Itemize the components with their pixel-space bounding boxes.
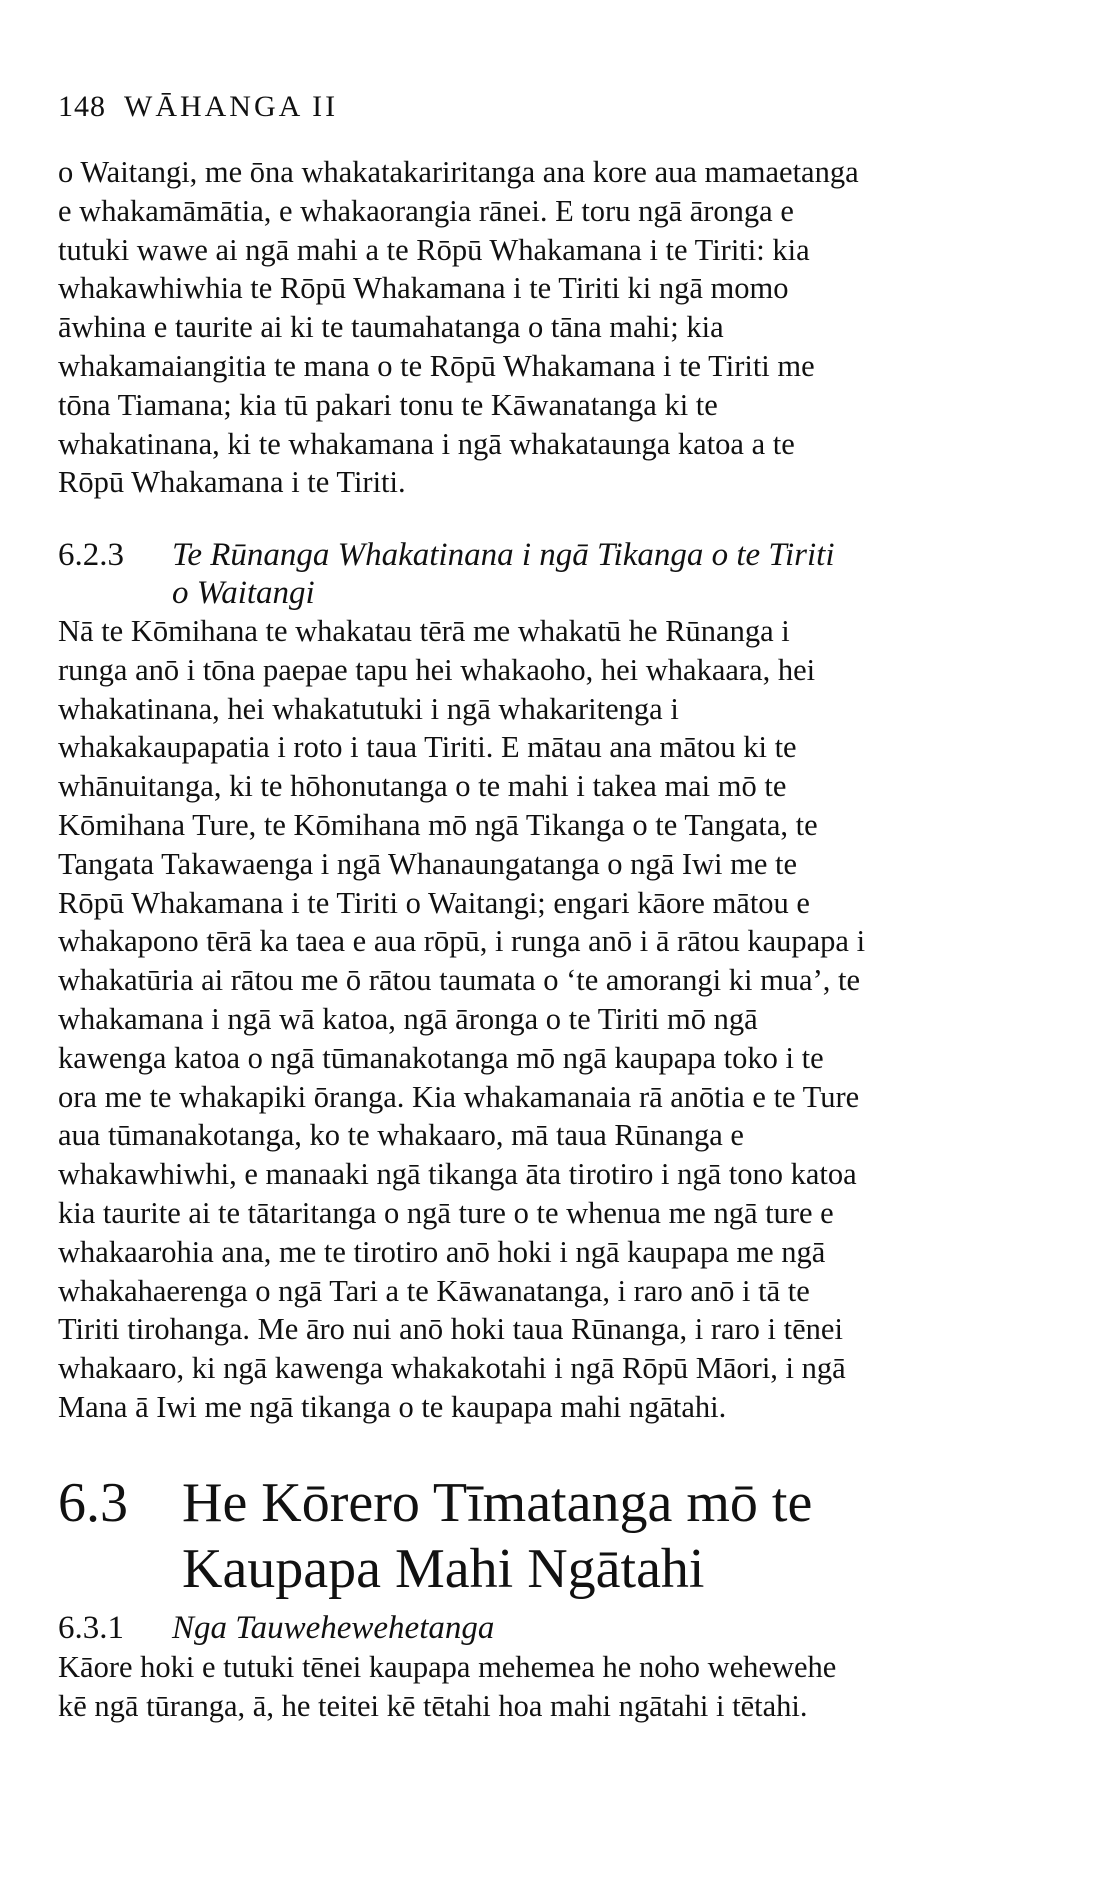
text-line: whakamana i ngā wā katoa, ngā āronga o te Tiriti mō ngā (58, 1001, 758, 1036)
text-line: whakamaiangitia te mana o te Rōpū Whakamana i te Tiriti me (58, 348, 815, 383)
text-line: Nā te Kōmihana te whakatau tērā me whakatū he Rūnanga i (58, 614, 790, 648)
text-line: Rōpū Whakamana i te Tiriti. (58, 465, 406, 500)
text-line: Kāore hoki e tutuki tēnei kaupapa mehemea he noho wehewehe (58, 1650, 837, 1684)
section-title: Nga Tauwehewehetanga (172, 1610, 495, 1646)
text-line: whakatinana, ki te whakamana i ngā whakataunga katoa a te (58, 426, 795, 461)
section-title-continued: o Waitangi (172, 575, 315, 611)
text-line: Mana ā Iwi me ngā tikanga o te kaupapa mahi ngātahi. (58, 1389, 727, 1424)
text-line: Rōpū Whakamana i te Tiriti o Waitangi; engari kāore mātou e (58, 885, 810, 920)
section-heading-6-3-1 (58, 1608, 494, 1648)
text-line: whakawhiwhi, e manaaki ngā tikanga āta tirotiro i ngā tono katoa (58, 1157, 857, 1192)
paragraph-3 (58, 1648, 1018, 1726)
paragraph-2 (58, 612, 1018, 1427)
section-title: He Kōrero Tīmatanga mō te (182, 1472, 813, 1534)
text-line: whakakaupapatia i roto i taua Tiriti. E mātau ana mātou ki te (58, 730, 797, 765)
text-line: ora me te whakapiki ōranga. Kia whakamanaia rā anōtia e te Ture (58, 1079, 860, 1114)
section-title: Te Rūnanga Whakatinana i ngā Tikanga o te Tiriti (172, 537, 835, 573)
text-line: runga anō i tōna paepae tapu hei whakaoho, hei whakaara, hei (58, 652, 816, 687)
text-line: kawenga katoa o ngā tūmanakotanga mō ngā kaupapa toko i te (58, 1040, 824, 1075)
text-line: kia taurite ai te tātaritanga o ngā ture o te whenua me ngā ture e (58, 1195, 834, 1230)
text-line: Tangata Takawaenga i ngā Whanaungatanga o ngā Iwi me te (58, 846, 797, 881)
section-heading-6-3 (58, 1470, 813, 1600)
section-number: 6.3.1 (58, 1610, 124, 1646)
text-line: aua tūmanakotanga, ko te whakaaro, mā taua Rūnanga e (58, 1118, 744, 1153)
page-number: 148 (58, 90, 106, 123)
text-line: whakahaerenga o ngā Tari a te Kāwanatanga, i raro anō i tā te (58, 1273, 810, 1308)
text-line: kē ngā tūranga, ā, he teitei kē tētahi hoa mahi ngātahi i tētahi. (58, 1688, 808, 1723)
text-line: whakapono tērā ka taea e aua rōpū, i runga anō i ā rātou kaupapa i (58, 924, 866, 959)
text-line: e whakamāmātia, e whakaorangia rānei. E toru ngā āronga e (58, 193, 794, 228)
text-line: whānuitanga, ki te hōhonutanga o te mahi i takea mai mō te (58, 769, 787, 804)
text-line: whakawhiwhia te Rōpū Whakamana i te Tiriti ki ngā momo (58, 271, 789, 306)
text-line: whakaaro, ki ngā kawenga whakakotahi i ngā Rōpū Māori, i ngā (58, 1351, 846, 1386)
running-head (58, 92, 338, 122)
text-line: tōna Tiamana; kia tū pakari tonu te Kāwanatanga ki te (58, 387, 718, 422)
text-line: whakatūria ai rātou me ō rātou taumata o ‘te amorangi ki mua’, te (58, 963, 861, 998)
section-heading-6-2-3 (58, 535, 834, 575)
text-line: Kōmihana Ture, te Kōmihana mō ngā Tikanga o te Tangata, te (58, 807, 818, 842)
running-head-section: WĀHANGA II (124, 90, 339, 123)
paragraph-1 (58, 153, 1018, 502)
section-number: 6.3 (58, 1472, 128, 1534)
text-line: tutuki wawe ai ngā mahi a te Rōpū Whakamana i te Tiriti: kia (58, 232, 810, 267)
section-title-continued: Kaupapa Mahi Ngātahi (182, 1538, 705, 1600)
section-number: 6.2.3 (58, 537, 124, 573)
text-line: Tiriti tirohanga. Me āro nui anō hoki taua Rūnanga, i raro i tēnei (58, 1312, 843, 1347)
text-line: āwhina e taurite ai ki te taumahatanga o tāna mahi; kia (58, 310, 724, 345)
text-line: whakatinana, hei whakatutuki i ngā whakaritenga i (58, 691, 679, 726)
text-line: whakaarohia ana, me te tirotiro anō hoki i ngā kaupapa me ngā (58, 1234, 826, 1269)
text-line: o Waitangi, me ōna whakatakariritanga ana kore aua mamaetanga (58, 155, 859, 189)
